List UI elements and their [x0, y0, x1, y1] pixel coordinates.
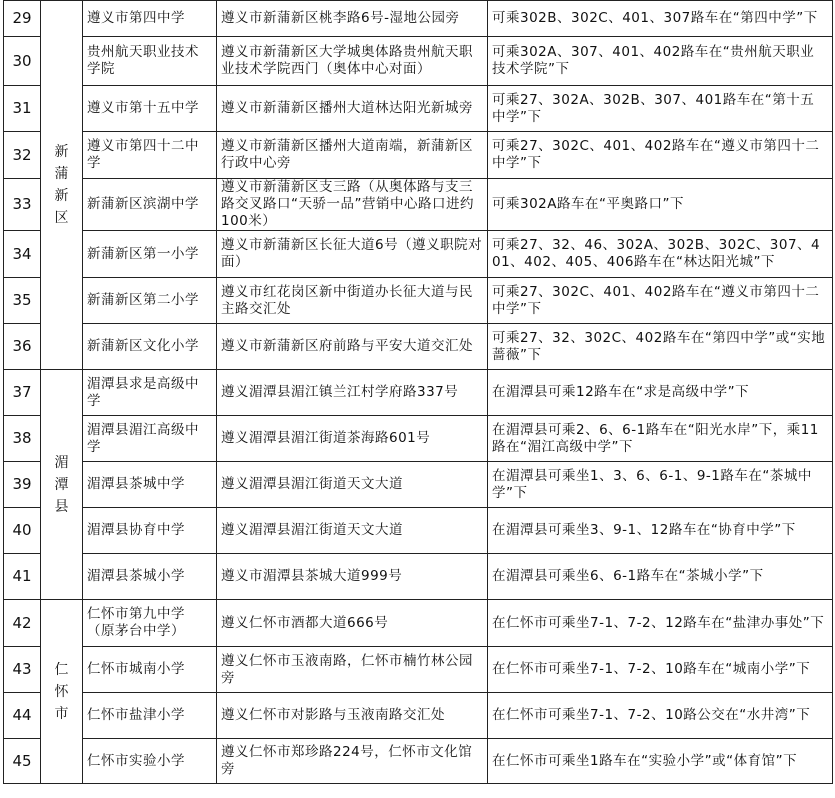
table-row	[4, 508, 833, 554]
table-body	[4, 1, 833, 784]
bus-route-cell: 在仁怀市可乘坐1路车在“实验小学”或“体育馆”下	[488, 739, 833, 784]
row-number: 33	[4, 179, 41, 231]
bus-route-cell: 在湄潭县可乘坐3、9-1、12路车在“协育中学”下	[488, 508, 833, 554]
table-row	[4, 132, 833, 179]
row-number: 31	[4, 86, 41, 132]
row-number: 34	[4, 231, 41, 278]
address-cell: 遵义市新蒲新区支三路（从奥体路与支三路交叉路口“天骄一品”营销中心路口进约100米）	[217, 179, 488, 231]
school-name-cell: 遵义市第四中学	[83, 1, 217, 37]
table-row	[4, 231, 833, 278]
school-name-cell: 新蒲新区第二小学	[83, 278, 217, 324]
address-cell: 遵义市新蒲新区播州大道林达阳光新城旁	[217, 86, 488, 132]
address-cell: 遵义市湄潭县茶城大道999号	[217, 554, 488, 600]
row-number: 30	[4, 37, 41, 86]
address-cell: 遵义市红花岗区新中街道办长征大道与民主路交汇处	[217, 278, 488, 324]
school-name-cell: 湄潭县茶城中学	[83, 462, 217, 508]
bus-route-cell: 可乘302B、302C、401、307路车在“第四中学”下	[488, 1, 833, 37]
table-row	[4, 37, 833, 86]
bus-route-cell: 可乘27、302C、401、402路车在“遵义市第四十二中学”下	[488, 278, 833, 324]
district-cell	[41, 600, 83, 784]
table-row	[4, 86, 833, 132]
school-name-cell: 湄潭县湄江高级中学	[83, 416, 217, 462]
row-number: 42	[4, 600, 41, 647]
school-name-cell: 湄潭县求是高级中学	[83, 370, 217, 416]
table-row	[4, 600, 833, 647]
table-row	[4, 554, 833, 600]
bus-route-cell: 可乘27、302C、401、402路车在“遵义市第四十二中学”下	[488, 132, 833, 179]
bus-route-cell: 在仁怀市可乘坐7-1、7-2、10路公交在“水井湾”下	[488, 693, 833, 739]
address-cell: 遵义市新蒲新区大学城奥体路贵州航天职业技术学院西门（奥体中心对面）	[217, 37, 488, 86]
address-cell: 遵义仁怀市郑珍路224号，仁怀市文化馆旁	[217, 739, 488, 784]
table-row	[4, 647, 833, 693]
bus-route-cell: 可乘27、32、46、302A、302B、302C、307、401、402、405、406路车在“林达阳光城”下	[488, 231, 833, 278]
district-label: 仁怀市	[54, 661, 69, 722]
school-name-cell: 仁怀市第九中学（原茅台中学）	[83, 600, 217, 647]
district-label: 新蒲新区	[54, 144, 69, 226]
bus-route-cell: 可乘302A、307、401、402路车在“贵州航天职业技术学院”下	[488, 37, 833, 86]
table-row	[4, 416, 833, 462]
bus-route-cell: 在仁怀市可乘坐7-1、7-2、10路车在“城南小学”下	[488, 647, 833, 693]
school-name-cell: 遵义市第四十二中学	[83, 132, 217, 179]
school-name-cell: 新蒲新区滨湖中学	[83, 179, 217, 231]
table-row	[4, 739, 833, 784]
address-cell: 遵义湄潭县湄江街道天文大道	[217, 462, 488, 508]
row-number: 43	[4, 647, 41, 693]
bus-route-cell: 在湄潭县可乘12路车在“求是高级中学”下	[488, 370, 833, 416]
table-row	[4, 324, 833, 370]
address-cell: 遵义市新蒲新区播州大道南端，新蒲新区行政中心旁	[217, 132, 488, 179]
school-name-cell: 湄潭县协育中学	[83, 508, 217, 554]
address-cell: 遵义仁怀市酒都大道666号	[217, 600, 488, 647]
address-cell: 遵义仁怀市玉液南路，仁怀市楠竹林公园旁	[217, 647, 488, 693]
row-number: 29	[4, 1, 41, 37]
school-name-cell: 湄潭县茶城小学	[83, 554, 217, 600]
school-name-cell: 新蒲新区第一小学	[83, 231, 217, 278]
row-number: 36	[4, 324, 41, 370]
bus-route-cell: 在仁怀市可乘坐7-1、7-2、12路车在“盐津办事处”下	[488, 600, 833, 647]
district-label: 湄潭县	[54, 454, 69, 515]
address-cell: 遵义湄潭县湄江街道天文大道	[217, 508, 488, 554]
row-number: 32	[4, 132, 41, 179]
school-name-cell: 新蒲新区文化小学	[83, 324, 217, 370]
address-cell: 遵义湄潭县湄江街道茶海路601号	[217, 416, 488, 462]
bus-route-cell: 可乘302A路车在“平奥路口”下	[488, 179, 833, 231]
address-cell: 遵义仁怀市对影路与玉液南路交汇处	[217, 693, 488, 739]
address-cell: 遵义湄潭县湄江镇兰江村学府路337号	[217, 370, 488, 416]
table-row	[4, 179, 833, 231]
address-cell: 遵义市新蒲新区桃李路6号-湿地公园旁	[217, 1, 488, 37]
address-cell: 遵义市新蒲新区长征大道6号（遵义职院对面）	[217, 231, 488, 278]
row-number: 38	[4, 416, 41, 462]
exam-site-table	[3, 0, 833, 784]
row-number: 41	[4, 554, 41, 600]
table-row	[4, 1, 833, 37]
table-row	[4, 693, 833, 739]
school-name-cell: 仁怀市实验小学	[83, 739, 217, 784]
district-cell	[41, 1, 83, 370]
row-number: 37	[4, 370, 41, 416]
bus-route-cell: 在湄潭县可乘坐1、3、6、6-1、9-1路车在“茶城中学”下	[488, 462, 833, 508]
bus-route-cell: 可乘27、302A、302B、307、401路车在“第十五中学”下	[488, 86, 833, 132]
bus-route-cell: 可乘27、32、302C、402路车在“第四中学”或“实地蔷薇”下	[488, 324, 833, 370]
school-name-cell: 仁怀市盐津小学	[83, 693, 217, 739]
school-name-cell: 遵义市第十五中学	[83, 86, 217, 132]
school-name-cell: 仁怀市城南小学	[83, 647, 217, 693]
bus-route-cell: 在湄潭县可乘坐6、6-1路车在“茶城小学”下	[488, 554, 833, 600]
row-number: 39	[4, 462, 41, 508]
row-number: 44	[4, 693, 41, 739]
table-row	[4, 462, 833, 508]
address-cell: 遵义市新蒲新区府前路与平安大道交汇处	[217, 324, 488, 370]
row-number: 40	[4, 508, 41, 554]
school-name-cell: 贵州航天职业技术学院	[83, 37, 217, 86]
row-number: 45	[4, 739, 41, 784]
row-number: 35	[4, 278, 41, 324]
bus-route-cell: 在湄潭县可乘2、6、6-1路车在“阳光水岸”下，乘11路在“湄江高级中学”下	[488, 416, 833, 462]
district-cell	[41, 370, 83, 600]
table-row	[4, 370, 833, 416]
table-row	[4, 278, 833, 324]
